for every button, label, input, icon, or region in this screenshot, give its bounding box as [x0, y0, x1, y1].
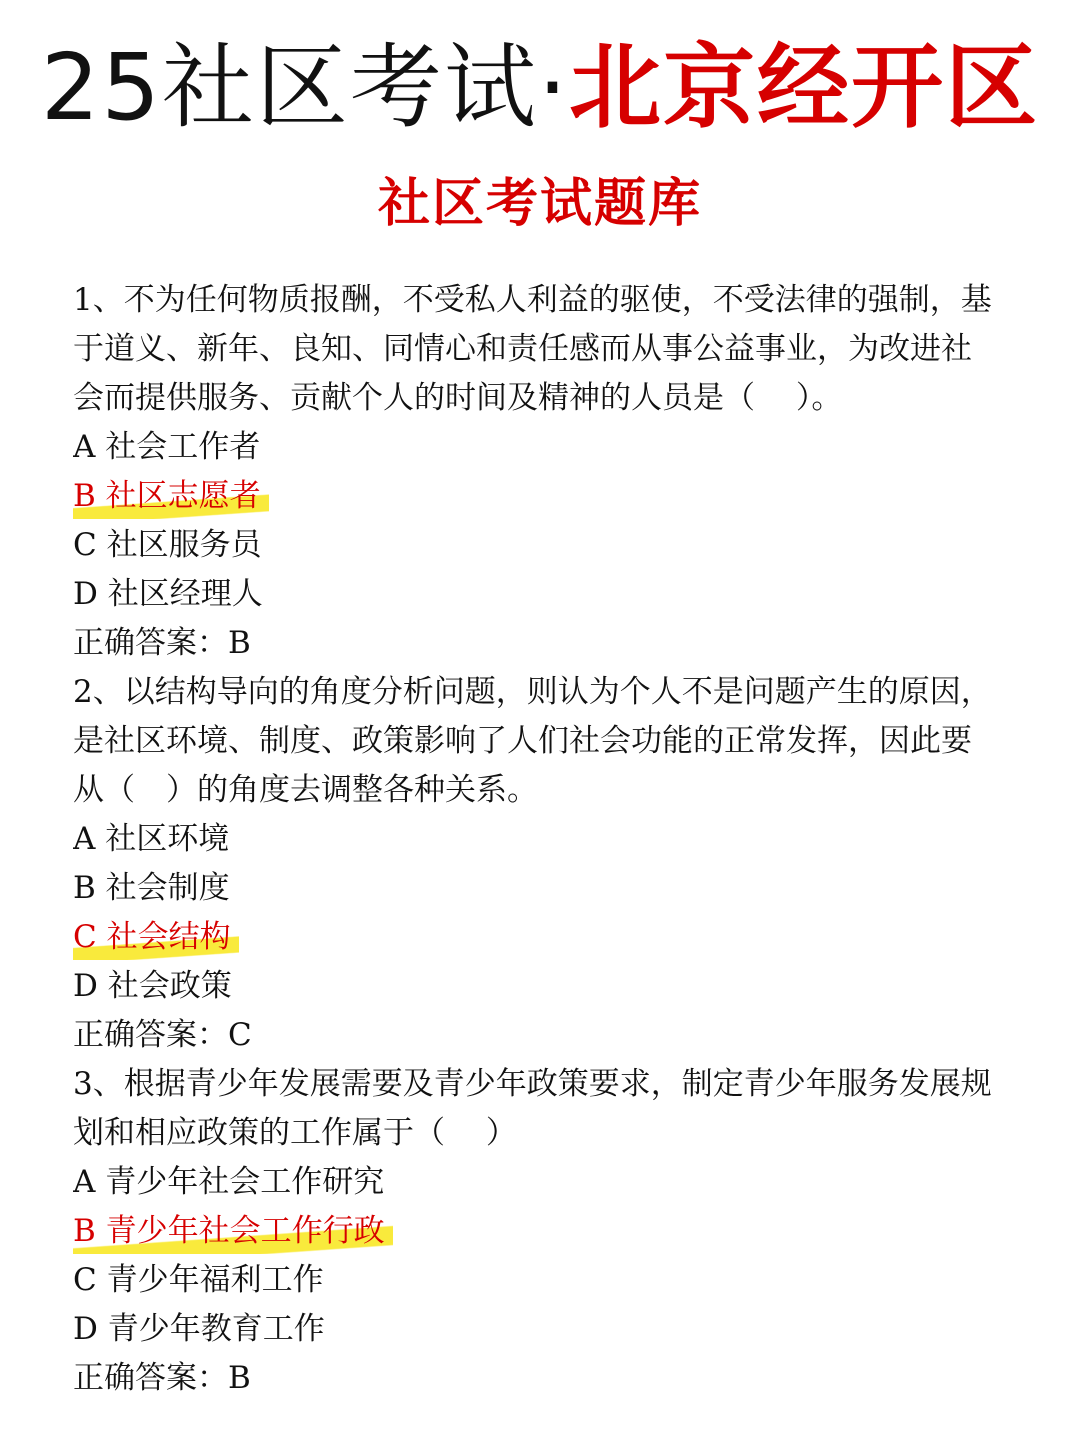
question-stem-line: 2、以结构导向的角度分析问题，则认为个人不是问题产生的原因，: [73, 674, 992, 710]
question-stem-line: 从（ ）的角度去调整各种关系。: [73, 772, 538, 808]
question-stem-line: 3、根据青少年发展需要及青少年政策要求，制定青少年服务发展规: [73, 1066, 992, 1102]
highlighted-answer: B 青少年社会工作行政: [73, 1208, 393, 1254]
option-b-correct: [73, 1207, 1013, 1256]
question-stem-line: 划和相应政策的工作属于（ ）: [73, 1115, 517, 1151]
question-1: [73, 276, 1013, 668]
option-c: C 社区服务员: [73, 527, 262, 563]
highlighted-answer: C 社会结构: [73, 914, 239, 960]
correct-answer: 正确答案：B: [73, 625, 251, 661]
option-b-correct: [73, 472, 1013, 521]
question-list: [73, 276, 1013, 1403]
page-title: [0, 28, 1080, 148]
question-3: [73, 1060, 1013, 1403]
question-stem-line: 会而提供服务、贡献个人的时间及精神的人员是（ ）。: [73, 380, 843, 416]
correct-answer: 正确答案：C: [73, 1017, 252, 1053]
option-c: C 青少年福利工作: [73, 1262, 324, 1298]
option-b: B 社会制度: [73, 870, 230, 906]
option-d: D 青少年教育工作: [73, 1311, 325, 1347]
page-subtitle: 社区考试题库: [377, 174, 702, 234]
question-stem-line: 于道义、新年、良知、同情心和责任感而从事公益事业，为改进社: [73, 331, 972, 367]
option-a: A 青少年社会工作研究: [73, 1164, 385, 1200]
question-2: [73, 668, 1013, 1060]
option-a: A 社会工作者: [73, 429, 261, 465]
title-location: 北京经开区: [569, 34, 1040, 141]
option-d: D 社会政策: [73, 968, 232, 1004]
highlighted-answer: B 社区志愿者: [73, 473, 269, 519]
option-c-correct: [73, 913, 1013, 962]
question-stem-line: 1、不为任何物质报酬，不受私人利益的驱使，不受法律的强制，基: [73, 282, 992, 318]
question-stem-line: 是社区环境、制度、政策影响了人们社会功能的正常发挥，因此要: [73, 723, 972, 759]
option-a: A 社区环境: [73, 821, 230, 857]
correct-answer: 正确答案：B: [73, 1360, 251, 1396]
title-prefix: 25社区考试·: [40, 34, 570, 141]
option-d: D 社区经理人: [73, 576, 263, 612]
